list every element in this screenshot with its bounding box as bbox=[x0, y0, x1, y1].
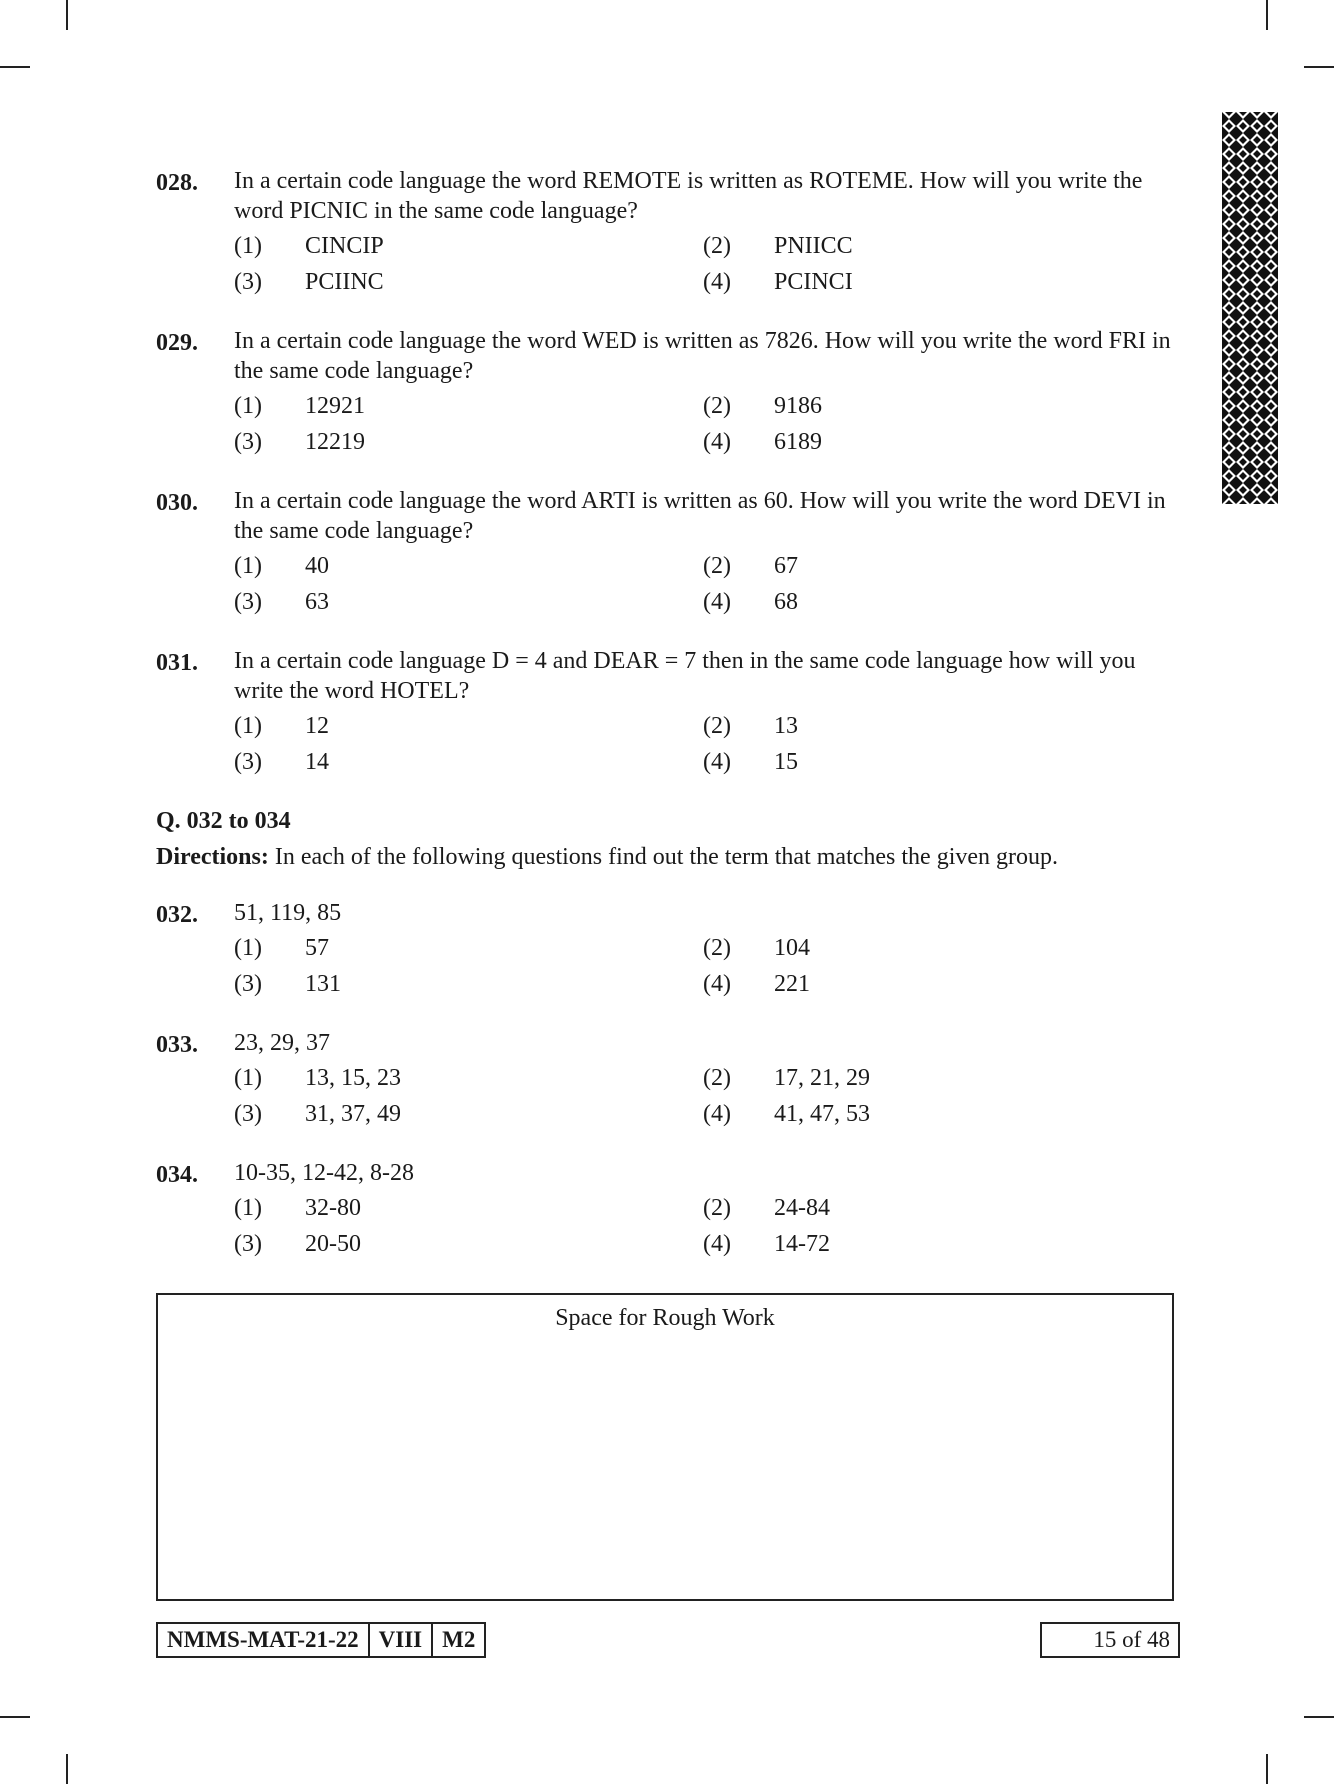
option-number: (3) bbox=[234, 588, 262, 615]
option-number: (3) bbox=[234, 748, 262, 775]
answer-option[interactable] bbox=[234, 935, 703, 962]
option-value: 68 bbox=[774, 588, 798, 615]
answer-option[interactable] bbox=[703, 553, 1172, 580]
answer-option[interactable] bbox=[234, 1101, 703, 1128]
answer-option[interactable] bbox=[234, 971, 703, 998]
rough-work-box bbox=[156, 1293, 1174, 1601]
question-text: In a certain code language the word WED is written as 7826. How will you write the word FRI in the same code language? bbox=[234, 328, 1171, 384]
answer-options bbox=[234, 228, 1172, 300]
option-row bbox=[234, 966, 1172, 1002]
option-number: (1) bbox=[234, 1194, 262, 1221]
option-value: 104 bbox=[774, 934, 810, 961]
crop-mark bbox=[1304, 66, 1334, 68]
directions bbox=[156, 842, 1172, 872]
question-number: 034. bbox=[156, 1162, 198, 1188]
question bbox=[156, 486, 1172, 620]
option-number: (3) bbox=[234, 1100, 262, 1127]
option-number: (2) bbox=[703, 934, 731, 961]
question-number: 032. bbox=[156, 902, 198, 928]
question-number: 028. bbox=[156, 170, 198, 196]
question bbox=[156, 326, 1172, 460]
option-value: 12219 bbox=[305, 428, 365, 455]
option-number: (1) bbox=[234, 712, 262, 739]
question-number: 033. bbox=[156, 1032, 198, 1058]
option-number: (1) bbox=[234, 934, 262, 961]
footer-code-box bbox=[156, 1622, 486, 1658]
answer-options bbox=[234, 548, 1172, 620]
group-title: Q. 032 to 034 bbox=[156, 808, 291, 834]
answer-option[interactable] bbox=[703, 1101, 1172, 1128]
option-number: (3) bbox=[234, 428, 262, 455]
answer-option[interactable] bbox=[703, 935, 1172, 962]
question bbox=[156, 1028, 1172, 1132]
option-value: 13 bbox=[774, 712, 798, 739]
rough-work-title: Space for Rough Work bbox=[555, 1305, 775, 1331]
directions-text: In each of the following questions find out the term that matches the given group. bbox=[268, 844, 1059, 870]
option-row bbox=[234, 264, 1172, 300]
answer-options bbox=[234, 708, 1172, 780]
answer-option[interactable] bbox=[703, 749, 1172, 776]
question bbox=[156, 646, 1172, 780]
option-number: (2) bbox=[703, 1194, 731, 1221]
question-content bbox=[156, 166, 1172, 1288]
option-value: CINCIP bbox=[305, 232, 384, 259]
option-value: PCIINC bbox=[305, 268, 384, 295]
group-questions bbox=[156, 898, 1172, 1262]
option-value: 67 bbox=[774, 552, 798, 579]
question bbox=[156, 898, 1172, 1002]
answer-option[interactable] bbox=[234, 393, 703, 420]
question-number: 030. bbox=[156, 490, 198, 516]
crop-mark bbox=[1266, 1754, 1268, 1784]
option-row bbox=[234, 708, 1172, 744]
option-value: 31, 37, 49 bbox=[305, 1100, 401, 1127]
answer-option[interactable] bbox=[234, 1195, 703, 1222]
answer-option[interactable] bbox=[703, 971, 1172, 998]
directions-label: Directions: bbox=[156, 844, 269, 870]
option-value: 14-72 bbox=[774, 1230, 830, 1257]
option-number: (4) bbox=[703, 588, 731, 615]
crop-mark bbox=[1266, 0, 1268, 30]
answer-option[interactable] bbox=[703, 1195, 1172, 1222]
option-value: 6189 bbox=[774, 428, 822, 455]
option-value: 131 bbox=[305, 970, 341, 997]
option-number: (1) bbox=[234, 552, 262, 579]
option-value: 63 bbox=[305, 588, 329, 615]
crop-mark bbox=[0, 1716, 30, 1718]
option-row bbox=[234, 388, 1172, 424]
option-row bbox=[234, 424, 1172, 460]
option-row bbox=[234, 744, 1172, 780]
answer-options bbox=[234, 1060, 1172, 1132]
answer-option[interactable] bbox=[234, 1065, 703, 1092]
answer-options bbox=[234, 1190, 1172, 1262]
question-text: In a certain code language D = 4 and DEAR = 7 then in the same code language how will you write the word HOTEL? bbox=[234, 648, 1136, 704]
option-value: 12921 bbox=[305, 392, 365, 419]
class-label: VIII bbox=[368, 1624, 431, 1656]
option-number: (4) bbox=[703, 748, 731, 775]
answer-option[interactable] bbox=[703, 1065, 1172, 1092]
option-value: 41, 47, 53 bbox=[774, 1100, 870, 1127]
option-value: 221 bbox=[774, 970, 810, 997]
option-number: (2) bbox=[703, 232, 731, 259]
option-value: 24-84 bbox=[774, 1194, 830, 1221]
question-text: 51, 119, 85 bbox=[234, 900, 342, 926]
answer-options bbox=[234, 930, 1172, 1002]
answer-option[interactable] bbox=[703, 269, 1172, 296]
option-number: (1) bbox=[234, 392, 262, 419]
option-number: (3) bbox=[234, 970, 262, 997]
question-text: In a certain code language the word ARTI is written as 60. How will you write the word DEVI in the same code language? bbox=[234, 488, 1166, 544]
page-number: 15 of 48 bbox=[1040, 1622, 1180, 1658]
question-text: 23, 29, 37 bbox=[234, 1030, 330, 1056]
option-row bbox=[234, 1096, 1172, 1132]
option-value: 15 bbox=[774, 748, 798, 775]
option-row bbox=[234, 1226, 1172, 1262]
answer-option[interactable] bbox=[234, 749, 703, 776]
option-value: PNIICC bbox=[774, 232, 853, 259]
question-text: In a certain code language the word REMOTE is written as ROTEME. How will you write the word PICNIC in the same code language? bbox=[234, 168, 1143, 224]
option-value: 9186 bbox=[774, 392, 822, 419]
answer-option[interactable] bbox=[234, 429, 703, 456]
option-number: (4) bbox=[703, 1100, 731, 1127]
option-row bbox=[234, 1060, 1172, 1096]
option-number: (2) bbox=[703, 712, 731, 739]
option-row bbox=[234, 584, 1172, 620]
option-value: 32-80 bbox=[305, 1194, 361, 1221]
exam-code: NMMS-MAT-21-22 bbox=[167, 1627, 359, 1652]
option-row bbox=[234, 930, 1172, 966]
answer-option[interactable] bbox=[234, 713, 703, 740]
answer-option[interactable] bbox=[234, 1231, 703, 1258]
question bbox=[156, 166, 1172, 300]
answer-option[interactable] bbox=[234, 269, 703, 296]
option-number: (2) bbox=[703, 552, 731, 579]
answer-option[interactable] bbox=[703, 713, 1172, 740]
question-text: 10-35, 12-42, 8-28 bbox=[234, 1160, 414, 1186]
option-number: (2) bbox=[703, 1064, 731, 1091]
option-row bbox=[234, 548, 1172, 584]
option-number: (1) bbox=[234, 1064, 262, 1091]
option-value: 20-50 bbox=[305, 1230, 361, 1257]
option-value: 13, 15, 23 bbox=[305, 1064, 401, 1091]
option-number: (1) bbox=[234, 232, 262, 259]
crop-mark bbox=[66, 0, 68, 30]
answer-option[interactable] bbox=[703, 589, 1172, 616]
option-number: (3) bbox=[234, 1230, 262, 1257]
crop-mark bbox=[66, 1754, 68, 1784]
option-number: (2) bbox=[703, 392, 731, 419]
question bbox=[156, 1158, 1172, 1262]
answer-option[interactable] bbox=[234, 233, 703, 260]
answer-option[interactable] bbox=[703, 393, 1172, 420]
question-number: 029. bbox=[156, 330, 198, 356]
answer-options bbox=[234, 388, 1172, 460]
answer-option[interactable] bbox=[703, 429, 1172, 456]
code-language-questions bbox=[156, 166, 1172, 780]
answer-option[interactable] bbox=[234, 589, 703, 616]
option-row bbox=[234, 228, 1172, 264]
option-value: 12 bbox=[305, 712, 329, 739]
answer-option[interactable] bbox=[703, 1231, 1172, 1258]
side-pattern-strip bbox=[1222, 112, 1278, 504]
option-number: (4) bbox=[703, 970, 731, 997]
question-number: 031. bbox=[156, 650, 198, 676]
option-value: 57 bbox=[305, 934, 329, 961]
set-label: M2 bbox=[431, 1624, 484, 1656]
option-number: (4) bbox=[703, 1230, 731, 1257]
answer-option[interactable] bbox=[234, 553, 703, 580]
option-value: PCINCI bbox=[774, 268, 853, 295]
option-number: (3) bbox=[234, 268, 262, 295]
option-value: 17, 21, 29 bbox=[774, 1064, 870, 1091]
option-row bbox=[234, 1190, 1172, 1226]
crop-mark bbox=[0, 66, 30, 68]
option-value: 40 bbox=[305, 552, 329, 579]
crop-mark bbox=[1304, 1716, 1334, 1718]
option-value: 14 bbox=[305, 748, 329, 775]
option-number: (4) bbox=[703, 428, 731, 455]
option-number: (4) bbox=[703, 268, 731, 295]
answer-option[interactable] bbox=[703, 233, 1172, 260]
